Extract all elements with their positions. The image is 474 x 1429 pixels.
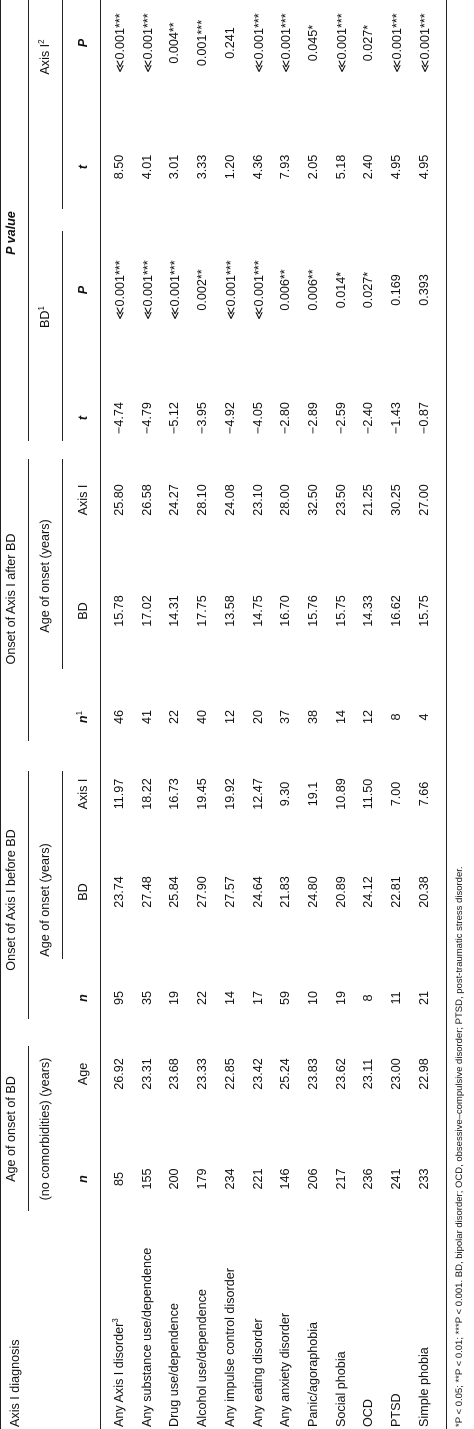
col-axis-i2: Axis I <box>76 484 90 516</box>
row-label <box>334 1351 348 1427</box>
cell-n2: 21 <box>416 990 431 1006</box>
cell-n: 155 <box>139 1168 154 1190</box>
cell-n2: 8 <box>361 994 376 1002</box>
cell-n3: 12 <box>222 709 237 725</box>
cell-n2: 35 <box>139 990 154 1006</box>
cell-t2: 7.93 <box>278 154 293 180</box>
col-t2: t <box>76 164 90 170</box>
row-label-text: Alcohol use/dependence <box>195 1289 210 1427</box>
row-label-text: Any Axis I disorder <box>112 1322 126 1427</box>
cell-p1: ≪0.001*** <box>251 260 266 320</box>
cell-age: 22.98 <box>416 1058 431 1090</box>
cell-p1: 0.393 <box>416 274 431 306</box>
table-row <box>223 0 249 1429</box>
cell-bd2: 15.75 <box>416 595 431 627</box>
bd-test-header <box>38 306 52 328</box>
cell-n2: 11 <box>389 991 403 1005</box>
row-label-text: Any impulse control disorder <box>222 1268 237 1427</box>
table-row <box>195 0 221 1429</box>
cell-ax2: 23.10 <box>250 484 265 516</box>
row-label <box>251 1318 265 1427</box>
cell-ax: 19.1 <box>305 781 320 807</box>
row-label-text: OCD <box>361 1399 376 1427</box>
cell-bd2: 15.78 <box>112 595 126 627</box>
cell-bd: 20.38 <box>416 876 431 908</box>
cell-t1: −1.43 <box>389 402 403 434</box>
cell-bd2: 16.62 <box>389 595 403 627</box>
col-p2: P <box>76 38 90 48</box>
cell-bd: 24.80 <box>305 876 320 908</box>
cell-t1: −5.12 <box>167 402 182 434</box>
row-label-sup: 3 <box>110 1318 120 1323</box>
cell-age: 23.33 <box>195 1058 210 1090</box>
cell-t1: −0.87 <box>416 402 431 434</box>
cell-p2: ≪0.001*** <box>279 13 294 73</box>
row-label-text: Any substance use/dependence <box>139 1247 154 1427</box>
cell-p2: ≪0.001*** <box>140 13 155 73</box>
table-row <box>361 0 387 1429</box>
cell-n3: 8 <box>389 713 403 721</box>
cell-ax2: 27.00 <box>416 484 431 516</box>
table-bottom-rule <box>446 0 447 1429</box>
group1-rule <box>28 1046 29 1211</box>
cell-t1: −2.89 <box>305 402 320 434</box>
group1-header-line2: (no comorbidities) (years) <box>38 1057 52 1201</box>
cell-n: 200 <box>167 1168 182 1190</box>
cell-age: 23.68 <box>167 1058 182 1090</box>
cell-t2: 5.18 <box>333 154 348 180</box>
group3-header: Onset of Axis I after BD <box>4 533 18 665</box>
cell-n: 146 <box>278 1168 293 1190</box>
cell-bd: 27.90 <box>195 876 210 908</box>
axis-diagnosis-header: Axis I diagnosis <box>8 1339 22 1427</box>
footnote: *P < 0.05; **P < 0.01; ***P < 0.001. BD, bipolar disorder; OCD, obsessive–compulsive disorder; PTSD, post-traumatic stress disorder. <box>454 866 465 1427</box>
cell-n3: 46 <box>112 709 126 725</box>
cell-ax: 19.92 <box>222 778 237 810</box>
cell-ax: 11.50 <box>361 778 376 810</box>
cell-age: 23.62 <box>333 1058 348 1090</box>
cell-n: 85 <box>112 1171 126 1187</box>
group2-rule <box>28 771 29 1019</box>
row-label <box>278 1313 292 1427</box>
table-row <box>140 0 166 1429</box>
table-row <box>306 0 332 1429</box>
cell-t1: −2.59 <box>333 402 348 434</box>
age-onset-header-2: Age of onset (years) <box>38 519 52 633</box>
group2-header: Onset of Axis I before BD <box>4 829 18 971</box>
cell-bd: 20.89 <box>333 876 348 908</box>
cell-n: 221 <box>250 1168 265 1190</box>
table-row <box>278 0 304 1429</box>
cell-bd: 27.57 <box>222 876 237 908</box>
group3-rule <box>28 459 29 741</box>
cell-t1: −2.40 <box>361 402 376 434</box>
cell-ax2: 25.80 <box>112 484 126 516</box>
cell-n: 234 <box>222 1168 237 1190</box>
cell-bd: 27.48 <box>139 876 154 908</box>
cell-p1: 0.006** <box>305 269 320 311</box>
cell-ax: 7.00 <box>389 781 403 807</box>
row-label-text: Social phobia <box>333 1351 348 1427</box>
row-label <box>389 1393 403 1427</box>
cell-p1: ≪0.001*** <box>168 260 183 320</box>
cell-n: 179 <box>195 1168 210 1190</box>
age-onset-rule-2 <box>62 459 63 669</box>
cell-age: 26.92 <box>112 1058 126 1090</box>
cell-p2: 0.045* <box>305 24 320 62</box>
cell-n2: 59 <box>278 990 293 1006</box>
cell-p1: 0.014* <box>333 271 348 309</box>
cell-age: 25.24 <box>278 1058 293 1090</box>
cell-p1: ≪0.001*** <box>140 260 155 320</box>
cell-ax2: 24.27 <box>167 484 182 516</box>
row-label-text: Any anxiety disorder <box>278 1312 293 1427</box>
col-p1: P <box>76 285 90 295</box>
cell-age: 23.83 <box>305 1058 320 1090</box>
cell-bd2: 15.75 <box>333 595 348 627</box>
col-bd2: BD <box>76 602 90 620</box>
col-n3-sup: 1 <box>74 710 84 716</box>
col-n: n <box>76 1175 90 1183</box>
row-label-text: Panic/agoraphobia <box>305 1321 320 1427</box>
cell-n3: 22 <box>167 709 182 725</box>
row-label <box>140 1248 154 1427</box>
cell-p2: 0.241 <box>222 27 237 59</box>
cell-n2: 19 <box>167 990 182 1006</box>
group4-rule <box>28 0 29 441</box>
cell-ax2: 30.25 <box>389 484 403 516</box>
cell-t2: 4.95 <box>416 154 431 180</box>
table-row <box>389 0 415 1429</box>
cell-t2: 4.01 <box>139 154 154 180</box>
cell-t2: 2.05 <box>305 154 320 180</box>
cell-bd2: 13.58 <box>222 595 237 627</box>
axis-test-header <box>38 39 52 74</box>
cell-n2: 22 <box>195 990 210 1006</box>
cell-p2: ≪0.001*** <box>251 13 266 73</box>
cell-p2: ≪0.001*** <box>113 13 127 73</box>
axis-test-rule <box>62 0 63 209</box>
cell-p1: ≪0.001*** <box>223 260 238 320</box>
cell-ax: 7.66 <box>416 781 431 807</box>
row-label-text: Drug use/dependence <box>167 1303 182 1427</box>
row-label <box>361 1399 375 1427</box>
cell-t1: −4.92 <box>222 402 237 434</box>
cell-age: 23.11 <box>361 1058 376 1090</box>
cell-t1: −4.05 <box>250 402 265 434</box>
col-n3-label: n <box>76 715 90 724</box>
cell-n3: 4 <box>416 713 431 721</box>
group4-header: P value <box>4 211 18 255</box>
cell-n3: 40 <box>195 709 210 725</box>
cell-n3: 12 <box>361 709 376 725</box>
header-bottom-rule <box>100 0 101 1429</box>
cell-n: 217 <box>333 1168 348 1190</box>
cell-ax2: 23.50 <box>333 484 348 516</box>
row-label-text: Any eating disorder <box>250 1318 265 1427</box>
col-n3 <box>76 711 90 723</box>
table-row <box>417 0 443 1429</box>
cell-bd: 22.81 <box>389 876 403 908</box>
cell-bd2: 17.02 <box>139 595 154 627</box>
cell-t2: 3.33 <box>195 154 210 180</box>
row-label <box>195 1289 209 1427</box>
age-onset-rule-1 <box>62 771 63 959</box>
cell-n2: 95 <box>112 990 126 1006</box>
cell-n3: 38 <box>305 709 320 725</box>
row-label-text: Simple phobia <box>416 1347 431 1427</box>
cell-bd2: 15.76 <box>305 595 320 627</box>
cell-p1: 0.169 <box>389 274 403 306</box>
cell-n2: 19 <box>333 990 348 1006</box>
cell-t1: −4.79 <box>139 402 154 434</box>
table-row <box>334 0 360 1429</box>
cell-p2: 0.004** <box>167 22 182 64</box>
cell-t2: 8.50 <box>112 154 126 180</box>
cell-bd: 24.64 <box>250 876 265 908</box>
age-onset-header-1: Age of onset (years) <box>38 843 52 957</box>
cell-p1: ≪0.001*** <box>113 260 127 320</box>
bd-test-header-sup: 1 <box>36 306 46 311</box>
cell-ax2: 24.08 <box>222 484 237 516</box>
cell-p2: ≪0.001*** <box>334 13 349 73</box>
table-row <box>251 0 277 1429</box>
col-t1: t <box>76 415 90 421</box>
bd-test-header-label: BD <box>38 310 52 328</box>
cell-t1: −3.95 <box>195 402 210 434</box>
table-top-rule <box>0 0 1 1429</box>
cell-t2: 2.40 <box>361 154 376 180</box>
cell-n3: 20 <box>250 709 265 725</box>
cell-ax2: 28.10 <box>195 484 210 516</box>
cell-age: 23.00 <box>389 1058 403 1090</box>
cell-bd: 23.74 <box>112 876 126 908</box>
row-label <box>167 1303 181 1427</box>
cell-n: 233 <box>416 1168 431 1190</box>
cell-p2: ≪0.001*** <box>390 13 404 73</box>
row-label <box>112 1318 126 1427</box>
table-row <box>167 0 193 1429</box>
cell-ax2: 32.50 <box>305 484 320 516</box>
cell-n3: 14 <box>333 709 348 725</box>
cell-ax2: 28.00 <box>278 484 293 516</box>
cell-n3: 41 <box>139 709 154 725</box>
group1-header-line1: Age of onset of BD <box>4 1076 18 1182</box>
cell-ax: 12.47 <box>250 778 265 810</box>
cell-n3: 37 <box>278 709 293 725</box>
cell-p2: 0.001*** <box>195 19 210 67</box>
cell-age: 22.85 <box>222 1058 237 1090</box>
cell-ax2: 21.25 <box>361 484 376 516</box>
row-label-text: PTSD <box>389 1393 403 1427</box>
cell-bd2: 17.75 <box>195 595 210 627</box>
cell-ax2: 26.58 <box>139 484 154 516</box>
bd-test-rule <box>62 231 63 441</box>
col-bd: BD <box>76 883 90 901</box>
cell-t2: 1.20 <box>222 154 237 180</box>
cell-t2: 3.01 <box>167 154 182 180</box>
cell-ax: 10.89 <box>333 778 348 810</box>
cell-age: 23.31 <box>139 1058 154 1090</box>
col-age: Age <box>76 1062 90 1086</box>
cell-p2: ≪0.001*** <box>417 13 432 73</box>
table-row <box>112 0 138 1429</box>
cell-age: 23.42 <box>250 1058 265 1090</box>
cell-bd2: 16.70 <box>278 595 293 627</box>
row-label <box>417 1347 431 1427</box>
cell-p1: 0.006** <box>278 269 293 311</box>
cell-n: 241 <box>389 1168 403 1190</box>
cell-bd2: 14.31 <box>167 595 182 627</box>
cell-ax: 19.45 <box>195 778 210 810</box>
cell-bd: 24.12 <box>361 876 376 908</box>
cell-n2: 10 <box>305 990 320 1006</box>
cell-ax: 11.97 <box>112 778 126 810</box>
cell-n2: 17 <box>250 990 265 1006</box>
cell-ax: 18.22 <box>139 778 154 810</box>
col-n2: n <box>76 994 90 1002</box>
cell-p2: 0.027* <box>361 24 376 62</box>
cell-t2: 4.95 <box>389 154 403 180</box>
cell-t2: 4.36 <box>250 154 265 180</box>
cell-n: 206 <box>305 1168 320 1190</box>
cell-p1: 0.002** <box>195 269 210 311</box>
cell-ax: 9.30 <box>278 781 293 807</box>
row-label <box>306 1322 320 1427</box>
row-label <box>223 1268 237 1427</box>
cell-ax: 16.73 <box>167 778 182 810</box>
cell-bd2: 14.33 <box>361 595 376 627</box>
cell-n: 236 <box>361 1168 376 1190</box>
col-axis-i: Axis I <box>76 778 90 810</box>
cell-t1: −4.74 <box>112 402 126 434</box>
axis-test-header-sup: 2 <box>36 39 46 44</box>
cell-p1: 0.027* <box>361 271 376 309</box>
axis-test-header-label: Axis I <box>38 43 52 75</box>
cell-t1: −2.80 <box>278 402 293 434</box>
cell-bd: 25.84 <box>167 876 182 908</box>
cell-bd2: 14.75 <box>250 595 265 627</box>
cell-n2: 14 <box>222 990 237 1006</box>
cell-bd: 21.83 <box>278 876 293 908</box>
